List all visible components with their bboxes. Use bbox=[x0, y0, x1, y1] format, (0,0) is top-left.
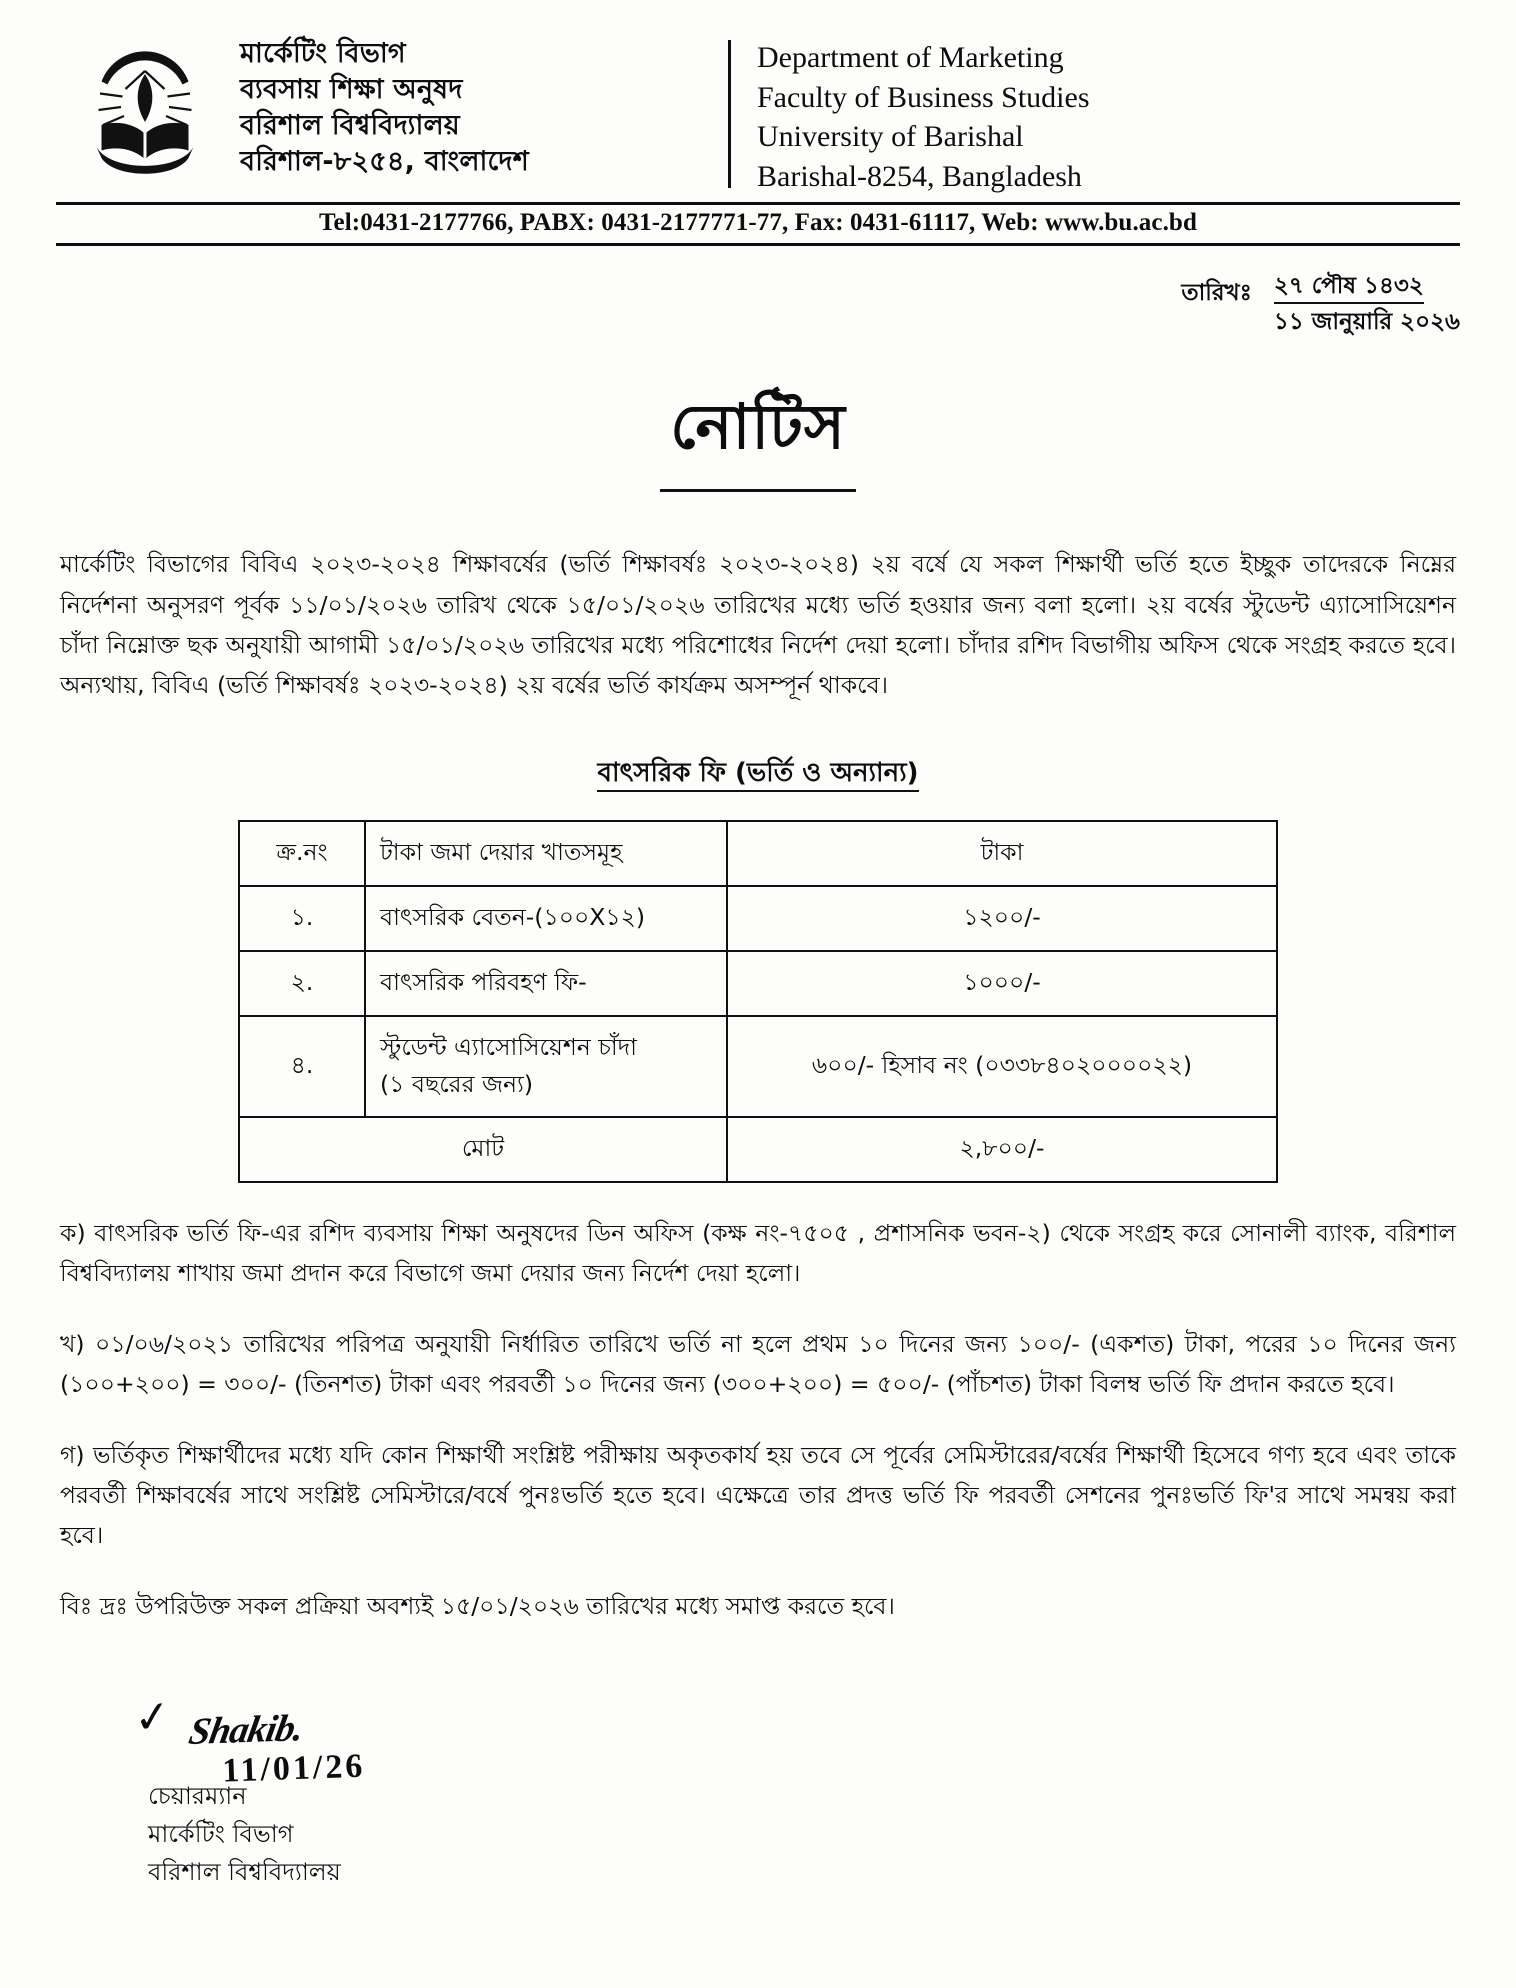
fee-table bbox=[238, 820, 1278, 1183]
letterhead bbox=[0, 0, 1516, 196]
row-serial: ২. bbox=[239, 951, 365, 1016]
row-serial: ৪. bbox=[239, 1016, 365, 1117]
row-description: বাৎসরিক পরিবহণ ফি- bbox=[365, 951, 727, 1016]
intro-paragraph: মার্কেটিং বিভাগের বিবিএ ২০২৩-২০২৪ শিক্ষাবর্ষের (ভর্তি শিক্ষাবর্ষঃ ২০২৩-২০২৪) ২য় বর্ষে যে সকল শিক্ষার্থী ভর্তি হতে ইচ্ছুক তাদেরকে নিম্নের নির্দেশনা অনুসরণ পূর্বক ১১/০১/২০২৬ তারিখ থেকে ১৫/০১/২০২৬ তারিখের মধ্যে ভর্তি হওয়ার জন্য বলা হলো। ২য় বর্ষের স্টুডেন্ট এ্যাসোসিয়েশন চাঁদা নিম্নোক্ত ছক অনুযায়ী আগামী ১৫/০১/২০২৬ তারিখের মধ্যে পরিশোধের নির্দেশ দেয়া হলো। চাঁদার রশিদ বিভাগীয় অফিস থেকে সংগ্রহ করতে হবে। অন্যথায়, বিবিএ (ভর্তি শিক্ষাবর্ষঃ ২০২৩-২০২৪) ২য় বর্ষের ভর্তি কার্যক্রম অসম্পূর্ন থাকবে। bbox=[60, 550, 1456, 700]
total-label: মোট bbox=[239, 1117, 727, 1182]
row-amount: ১২০০/- bbox=[727, 886, 1277, 951]
date-values bbox=[1274, 272, 1460, 338]
handwritten-signature: Shakib. bbox=[185, 1707, 307, 1754]
fee-table-caption bbox=[60, 752, 1456, 796]
row-description-line-2: (১ বছরের জন্য) bbox=[380, 1070, 534, 1099]
bangla-line-1: মার্কেটিং বিভাগ bbox=[240, 38, 406, 69]
bangla-line-4: বরিশাল-৮২৫৪, বাংলাদেশ bbox=[240, 145, 529, 177]
table-total-row bbox=[239, 1117, 1277, 1182]
signature-block bbox=[131, 1690, 1516, 1892]
header-serial: ক্র.নং bbox=[239, 821, 365, 886]
notice-title-text: নোটিস bbox=[660, 380, 856, 492]
closing-note: বিঃ দ্রঃ উপরিউক্ত সকল প্রক্রিয়া অবশ্যই ১৫/০১/২০২৬ তারিখের মধ্যে সমাপ্ত করতে হবে। bbox=[60, 1591, 895, 1620]
signatory-department: মার্কেটিং বিভাগ bbox=[148, 1820, 294, 1849]
letterhead-english bbox=[757, 22, 1460, 196]
table-header-row bbox=[239, 821, 1277, 886]
total-amount: ২,৮০০/- bbox=[727, 1117, 1277, 1182]
row-description bbox=[365, 1016, 727, 1117]
signatory-details bbox=[148, 1778, 1516, 1892]
clause-ka: ক) বাৎসরিক ভর্তি ফি-এর রশিদ ব্যবসায় শিক্ষা অনুষদের ডিন অফিস (কক্ষ নং-৭৫০৫ , প্রশাসনিক ভবন-২) থেকে সংগ্রহ করে সোনালী ব্যাংক, বরিশাল বিশ্ববিদ্যালয় শাখায় জমা প্রদান করে বিভাগে জমা দেয়ার জন্য নির্দেশ দেয়া হলো। bbox=[60, 1218, 1456, 1288]
handwritten-signature-date: 11/01/26 bbox=[221, 1747, 366, 1790]
gregorian-date: ১১ জানুয়ারি ২০২৬ bbox=[1273, 309, 1460, 336]
clause-ga: গ) ভর্তিকৃত শিক্ষার্থীদের মধ্যে যদি কোন শিক্ষার্থী সংশ্লিষ্ট পরীক্ষায় অকৃতকার্য হয় তবে সে পূর্বের সেমিস্টারের/বর্ষের শিক্ষার্থী হিসেবে গণ্য হবে এবং তাকে পরবর্তী শিক্ষাবর্ষের সাথে সংশ্লিষ্ট সেমিস্টারে/বর্ষে পুনঃভর্তি হতে হবে। এক্ষেত্রে তার প্রদত্ত ভর্তি ফি পরবর্তী সেশনের পুনঃভর্তি ফি'র সাথে সমন্বয় করা হবে। bbox=[60, 1440, 1456, 1550]
signatory-designation: চেয়ারম্যান bbox=[148, 1782, 247, 1811]
bangla-line-2: ব্যবসায় শিক্ষা অনুষদ bbox=[240, 73, 463, 105]
row-amount: ১০০০/- bbox=[727, 951, 1277, 1016]
logo-wrap bbox=[56, 22, 234, 182]
header-amount: টাকা bbox=[727, 821, 1277, 886]
row-serial: ১. bbox=[239, 886, 365, 951]
letterhead-bangla bbox=[234, 22, 720, 180]
university-seal-icon bbox=[70, 32, 220, 182]
row-description: বাৎসরিক বেতন-(১০০X১২) bbox=[365, 886, 727, 951]
english-line-2: Faculty of Business Studies bbox=[757, 80, 1090, 114]
signatory-university: বরিশাল বিশ্ববিদ্যালয় bbox=[148, 1858, 341, 1887]
row-description-line-1: স্টুডেন্ট এ্যাসোসিয়েশন চাঁদা bbox=[380, 1032, 637, 1061]
notice-heading bbox=[0, 380, 1516, 492]
row-amount: ৬০০/- হিসাব নং (০৩৩৮৪০২০০০০২২) bbox=[727, 1016, 1277, 1117]
english-line-4: Barishal-8254, Bangladesh bbox=[757, 159, 1082, 193]
english-line-3: University of Barishal bbox=[757, 120, 1024, 154]
bangla-calendar-date: ২৭ পৌষ ১৪৩২ bbox=[1274, 272, 1424, 304]
english-line-1: Department of Marketing bbox=[757, 41, 1064, 74]
clause-kha: খ) ০১/০৬/২০২১ তারিখের পরিপত্র অনুযায়ী নির্ধারিত তারিখে ভর্তি না হলে প্রথম ১০ দিনের জন্য ১০০/- (একশত) টাকা, পরের ১০ দিনের জন্য (১০০+২০০) = ৩০০/- (তিনশত) টাকা এবং পরবর্তী ১০ দিনের জন্য (৩০০+২০০) = ৫০০/- (পাঁচশত) টাকা বিলম্ব ভর্তি ফি প্রদান করতে হবে। bbox=[60, 1329, 1456, 1399]
table-row bbox=[239, 1016, 1277, 1117]
checkmark-icon: ✓ bbox=[131, 1691, 174, 1745]
letterhead-divider bbox=[728, 40, 731, 188]
notice-body bbox=[60, 544, 1456, 1626]
table-row bbox=[239, 886, 1277, 951]
header-description: টাকা জমা দেয়ার খাতসমূহ bbox=[365, 821, 727, 886]
date-label: তারিখঃ bbox=[1181, 280, 1252, 307]
fee-table-caption-text: বাৎসরিক ফি (ভর্তি ও অন্যান্য) bbox=[597, 758, 918, 792]
date-block bbox=[0, 272, 1460, 338]
contact-line: Tel:0431-2177766, PABX: 0431-2177771-77, Fax: 0431-61117, Web: www.bu.ac.bd bbox=[56, 205, 1460, 246]
bangla-line-3: বরিশাল বিশ্ববিদ্যালয় bbox=[240, 109, 460, 141]
table-row bbox=[239, 951, 1277, 1016]
